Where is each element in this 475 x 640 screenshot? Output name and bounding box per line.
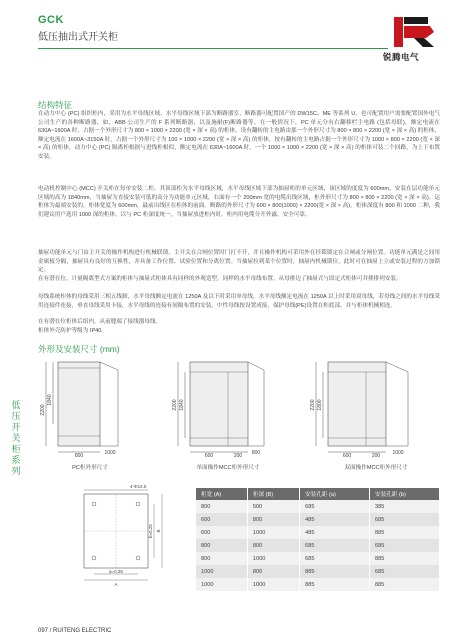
section-heading-structure: 结构特征 — [38, 100, 73, 110]
dim-height-1840-mcc1: 1840 — [179, 399, 185, 411]
table-row — [196, 500, 440, 513]
dim-width-mcc1: 600 — [204, 453, 214, 459]
cell: 1000 — [247, 578, 299, 591]
mcc-single-drawing — [172, 360, 284, 460]
table-row — [196, 539, 440, 552]
dim-height-2200-mcc2: 2200 — [310, 399, 316, 411]
paragraph-pc: 在动力中心 (PC) 组织柜内，采用为水平母线区域、水平母线区域下部为断路器室，断路器可配置国产的 DW15C、ME 等系列 U，也可配置用户需要配置国外电气公司生产的各种断路器，如，ABB 公司生产的 F 系列断路器，以及施耐(F)断路器等。在一般情况下，PC 单元分有右翻移栏主电路 (包括母联)，额定电流在 630A~1600A 时，占据一个外形尺寸为 800 × 1000 × 2200 (宽 × 深 × 高) 的柜体。设有翻转的主电路由那一个外形尺寸为 800 × 800 × 2200 (宽 × 深 × 高) 的柜体，额定电流在 1600A~3150A 时，占据一个外形尺寸为 100 × 1000 × 2200 (宽 × 深 × 高) 的柜体，按有翻转的主电路占据一个外形尺寸为 1000 × 800 × 2200 (宽 × 深 × 高) 的柜体，动力中心 (PC) 隔离柜根据与进线柜相似，额定电流在 630A~1600A 时，一个 1000 × 1000 × 2200 (宽 × 深 × 高) 的柜体可装二个回路，为上下布置安装。 — [38, 111, 440, 160]
caption-mcc-double: 双面操作MCC柜外形尺寸 — [344, 465, 408, 471]
cell: 885 — [300, 565, 370, 578]
plan-a: A — [114, 582, 118, 587]
cell: 685 — [300, 500, 370, 513]
dim-height-1800-mcc2: 1800 — [317, 399, 323, 411]
cell: 1000 — [196, 565, 247, 578]
cell: 600 — [196, 513, 247, 526]
cell: 500 — [247, 500, 299, 513]
spec-table — [196, 488, 440, 591]
cell: 800 — [196, 539, 247, 552]
cell: 800 — [196, 552, 247, 565]
cell: 685 — [300, 552, 370, 565]
dim-cable-mcc2: 200 — [371, 453, 381, 459]
table-row — [196, 513, 440, 526]
dim-depth-pc: 1000 — [104, 450, 116, 456]
dim-depth-mcc1: 800 — [251, 450, 261, 456]
dim-width-mcc2: 600 — [342, 453, 352, 459]
cell: 1000 — [247, 526, 299, 539]
product-code: GCK — [38, 14, 64, 26]
paragraph-interlock: 抽屉功能单元与门由主开关的操作机构进行机械联锁，主开关在合闸位置时门打不开，并且操作机构可采用外在挂锁锁定在合闸或分闸位置。功能单元满是之间用金属板分隔，抽屉具有良好的互换性，并具备工作位置、试验位置和分离位置。当抽屉拉到某个位置时，抽屉内机械锁位，此时可在抽屉上立或安装过程的方加锁定。 — [38, 250, 440, 274]
col-depth: 柜深 (B) — [247, 488, 299, 500]
paragraph-ip: 柜体外壳防护等级为 IP40。 — [38, 328, 107, 334]
cell: 885 — [300, 578, 370, 591]
plan-b-label: b=0.25 — [148, 524, 153, 538]
cell: 885 — [370, 552, 440, 565]
table-row — [196, 552, 440, 565]
cell: 685 — [300, 539, 370, 552]
caption-mcc-single: 单面操作MCC柜外形尺寸 — [196, 465, 260, 471]
dim-cable-mcc1: 200 — [233, 453, 243, 459]
cell: 685 — [370, 539, 440, 552]
dim-height-1840: 1840 — [47, 394, 53, 406]
cell: 885 — [370, 526, 440, 539]
cell: 800 — [247, 513, 299, 526]
section-heading-dimensions: 外形及安装尺寸 (mm) — [38, 344, 120, 354]
plan-a-label: a=0.25 — [109, 569, 123, 574]
header-rule — [38, 48, 388, 49]
mcc-double-drawing — [310, 360, 440, 460]
cell: 1000 — [196, 578, 247, 591]
base-plan-drawing — [38, 480, 188, 588]
brand-name: 锐腾电气 — [383, 52, 420, 62]
page-title: 低压抽出式开关柜 — [38, 32, 118, 43]
col-hole-a: 安装孔距 (a) — [300, 488, 370, 500]
dim-height-2200: 2200 — [40, 404, 46, 416]
brand-logo — [392, 14, 438, 50]
paragraph-mcc: 电动机控制中心 (MCC) 开关柜在每单安装二柜，其顶部柜为水平母线区域，水平母线区域下部为抽屉柜的单元区域，该区域的度度为 600mm，安装在层功能单元区域的高为 1840mm，当抽屉为直接安装可低的高分为功能单元区域，右面有一个 200mm 宽的电缆出线区域，柜外形尺寸为 800 × 800 × 2200 (宽 × 深 × 高)。运柜体为最端安装的，柜体宽度为 600mm，最前出线区在柜体的前面。断路的外形尺寸为 600 × 800(1000) × 2200(宽 × 深 × 高)。柜体深度有 800 和 1000 二种，我们建议用户选用 1000 深的柜体，以与 PC 柜深度统一，当抽屉放进柜内时，柜内用电缆分开外露，安全可靠。 — [38, 186, 440, 218]
paragraph-busbar: 母线系统柜体的母线采用三相五线制，水平母线额定电流在 1250A 及以下时采用单母线，水平母线额定电流在 1250A 以上时采用双母线，若母线之间的水平母线采用连接件连接，垂直母线采用卡接，水平母线的连接有间隔布置的安装，中性母线按设置成接，保护母线(PE)设置在柜底部，并与柜体机械相连。 — [38, 294, 440, 309]
paragraph-rear: 在有潜在位柜体后组内，从前缝端了接线器母线。 — [38, 319, 162, 325]
cell: 800 — [196, 500, 247, 513]
dim-depth-mcc2: 1000 — [392, 450, 404, 456]
dim-width-pc: 800 — [74, 453, 84, 459]
table-row — [196, 578, 440, 591]
dim-height-2200-mcc1: 2200 — [172, 399, 178, 411]
page-footer: 097 / RUITENG ELECTRIC — [38, 628, 112, 634]
paragraph-fixed: 在有潜在位，计量隔离型式方案的柜体与抽屉式柜体具有同样的外观造型，同样的水平母线布置。从母排边了抽屉式与固定式柜体可并排排列安装。 — [38, 276, 402, 282]
cell: 485 — [300, 513, 370, 526]
pc-cabinet-drawing — [40, 360, 140, 460]
cell: 600 — [196, 526, 247, 539]
cell: 1000 — [247, 552, 299, 565]
cell: 485 — [300, 526, 370, 539]
cell: 800 — [247, 539, 299, 552]
table-header-row — [196, 488, 440, 500]
cell: 885 — [370, 578, 440, 591]
cell: 685 — [370, 513, 440, 526]
cell: 685 — [370, 565, 440, 578]
col-hole-b: 安装孔距 (b) — [370, 488, 440, 500]
cell: 800 — [247, 565, 299, 578]
cell: 385 — [370, 500, 440, 513]
hole-label: 4-Φ14.5 — [130, 484, 147, 489]
side-category-label: 低压开关柜系列 — [11, 400, 21, 476]
plan-b: B — [156, 529, 161, 533]
caption-pc: PC柜外形尺寸 — [72, 465, 108, 471]
table-row — [196, 526, 440, 539]
table-row — [196, 565, 440, 578]
col-width: 柜宽 (A) — [196, 488, 247, 500]
